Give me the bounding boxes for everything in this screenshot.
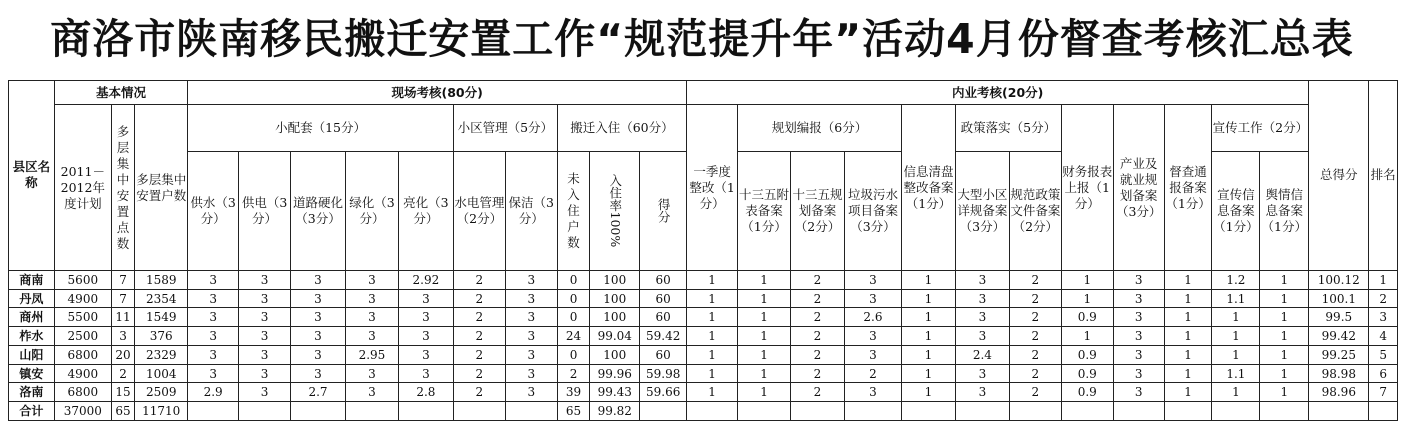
- table-cell: 2: [791, 383, 845, 402]
- table-cell: 1004: [135, 364, 188, 383]
- table-cell: 1: [687, 308, 738, 327]
- table-cell: 1: [901, 308, 955, 327]
- page-title: 商洛市陕南移民搬迁安置工作“规范提升年”活动4月份督查考核汇总表: [50, 15, 1354, 63]
- table-cell: 3: [844, 345, 901, 364]
- table-cell: [1309, 402, 1369, 421]
- table-cell: 2: [453, 345, 505, 364]
- table-cell: 1: [1164, 308, 1212, 327]
- summary-table: [8, 80, 1398, 421]
- table-body: [9, 270, 1398, 420]
- header-total: 总得分: [1309, 81, 1369, 271]
- table-cell: [738, 402, 791, 421]
- table-cell: 11: [111, 308, 134, 327]
- table-cell: 2: [791, 327, 845, 346]
- table-cell: [345, 402, 398, 421]
- table-cell: 0: [557, 270, 590, 289]
- table-cell: 3: [1369, 308, 1398, 327]
- table-cell: 1: [1061, 327, 1113, 346]
- table-cell: 3: [1113, 364, 1164, 383]
- table-cell: 15: [111, 383, 134, 402]
- table-cell: 2.4: [955, 345, 1009, 364]
- table-cell: 3: [505, 327, 557, 346]
- header-row-1: [9, 81, 1398, 105]
- county-name: 丹凤: [9, 289, 55, 308]
- table-cell: 3: [188, 364, 239, 383]
- table-cell: 3: [955, 327, 1009, 346]
- table-cell: [1164, 402, 1212, 421]
- table-cell: 1: [901, 364, 955, 383]
- table-cell: 7: [111, 289, 134, 308]
- table-row: [9, 327, 1398, 346]
- table-cell: [239, 402, 291, 421]
- header-supervision: 督查通报备案（1分）: [1164, 105, 1212, 271]
- table-cell: 20: [111, 345, 134, 364]
- county-name: 商州: [9, 308, 55, 327]
- table-cell: 1: [1260, 308, 1309, 327]
- table-cell: 2: [791, 289, 845, 308]
- table-cell: 5: [1369, 345, 1398, 364]
- table-cell: 376: [135, 327, 188, 346]
- table-cell: 3: [955, 364, 1009, 383]
- table-cell: 1: [1164, 289, 1212, 308]
- table-cell: 2329: [135, 345, 188, 364]
- header-notmoved: 未入住户数: [557, 151, 590, 270]
- county-name: 洛南: [9, 383, 55, 402]
- table-cell: 3: [398, 327, 453, 346]
- table-cell: 1: [1260, 270, 1309, 289]
- table-cell: 3: [291, 308, 346, 327]
- table-cell: 1: [1164, 270, 1212, 289]
- table-cell: 1: [1212, 308, 1260, 327]
- table-cell: 1: [901, 345, 955, 364]
- header-score: 得分: [640, 151, 687, 270]
- table-cell: 6800: [54, 383, 111, 402]
- table-cell: 5500: [54, 308, 111, 327]
- header-green: 绿化（3分）: [345, 151, 398, 270]
- table-cell: 7: [1369, 383, 1398, 402]
- table-cell: 1: [1260, 364, 1309, 383]
- table-cell: 3: [844, 383, 901, 402]
- table-cell: 3: [345, 289, 398, 308]
- table-cell: 1: [687, 345, 738, 364]
- header-publicity: 宣传工作（2分）: [1212, 105, 1309, 151]
- table-cell: 2: [1369, 289, 1398, 308]
- table-cell: 1: [1260, 383, 1309, 402]
- table-cell: 1: [738, 345, 791, 364]
- table-cell: [188, 402, 239, 421]
- table-cell: 2: [1009, 289, 1061, 308]
- table-cell: 3: [844, 327, 901, 346]
- table-cell: [505, 402, 557, 421]
- table-cell: 3: [955, 270, 1009, 289]
- header-households: 多层集中安置户数: [135, 105, 188, 271]
- table-cell: 3: [1113, 289, 1164, 308]
- header-lighting: 亮化（3分）: [398, 151, 453, 270]
- table-cell: [1009, 402, 1061, 421]
- table-cell: 2354: [135, 289, 188, 308]
- table-cell: 3: [505, 345, 557, 364]
- table-cell: 1: [1260, 345, 1309, 364]
- table-cell: 3: [188, 308, 239, 327]
- table-cell: 2.95: [345, 345, 398, 364]
- table-cell: 3: [345, 364, 398, 383]
- header-movein: 搬迁入住（60分）: [557, 105, 686, 151]
- table-cell: [398, 402, 453, 421]
- table-cell: 59.42: [640, 327, 687, 346]
- table-cell: 3: [188, 345, 239, 364]
- table-cell: 3: [1113, 327, 1164, 346]
- table-cell: 2: [1009, 383, 1061, 402]
- table-cell: 1: [1164, 327, 1212, 346]
- header-rate: 入住率100%: [590, 151, 640, 270]
- table-cell: 0.9: [1061, 364, 1113, 383]
- table-cell: [453, 402, 505, 421]
- table-cell: 2.8: [398, 383, 453, 402]
- table-cell: 99.25: [1309, 345, 1369, 364]
- header-water: 供水（3分）: [188, 151, 239, 270]
- table-cell: 1: [1212, 327, 1260, 346]
- table-cell: 0.9: [1061, 345, 1113, 364]
- table-cell: 1: [901, 383, 955, 402]
- table-cell: 1: [1164, 345, 1212, 364]
- county-name: 山阳: [9, 345, 55, 364]
- table-row: [9, 308, 1398, 327]
- header-p135table: 十三五附表备案（1分）: [738, 151, 791, 270]
- table-cell: 2: [453, 308, 505, 327]
- table-cell: 0: [557, 345, 590, 364]
- table-cell: 100: [590, 289, 640, 308]
- table-cell: 2: [1009, 345, 1061, 364]
- header-row-2: [9, 105, 1398, 151]
- table-cell: 1.2: [1212, 270, 1260, 289]
- table-cell: 3: [955, 289, 1009, 308]
- header-industry: 产业及就业规划备案（3分）: [1113, 105, 1164, 271]
- table-cell: 3: [505, 383, 557, 402]
- table-cell: 2.92: [398, 270, 453, 289]
- table-cell: 3: [398, 345, 453, 364]
- table-cell: 3: [239, 364, 291, 383]
- table-cell: 3: [188, 289, 239, 308]
- table-cell: 100.1: [1309, 289, 1369, 308]
- table-cell: [687, 402, 738, 421]
- table-cell: 2500: [54, 327, 111, 346]
- table-cell: 1: [687, 364, 738, 383]
- header-sewage: 垃圾污水项目备案（3分）: [844, 151, 901, 270]
- table-cell: 7: [111, 270, 134, 289]
- table-cell: 6800: [54, 345, 111, 364]
- table-cell: 2.7: [291, 383, 346, 402]
- table-cell: 3: [291, 345, 346, 364]
- table-cell: 4: [1369, 327, 1398, 346]
- table-cell: 99.5: [1309, 308, 1369, 327]
- table-cell: 2: [453, 383, 505, 402]
- table-cell: 2: [791, 270, 845, 289]
- table-cell: 0.9: [1061, 383, 1113, 402]
- table-cell: 3: [505, 308, 557, 327]
- table-cell: 5600: [54, 270, 111, 289]
- header-basic: 基本情况: [54, 81, 187, 105]
- table-cell: 3: [239, 308, 291, 327]
- table-cell: 3: [239, 383, 291, 402]
- table-cell: 37000: [54, 402, 111, 421]
- table-cell: 1: [738, 327, 791, 346]
- table-cell: [640, 402, 687, 421]
- table-cell: 2: [453, 364, 505, 383]
- table-cell: 1: [738, 289, 791, 308]
- table-cell: 2: [1009, 327, 1061, 346]
- table-cell: 1: [738, 364, 791, 383]
- table-cell: 1: [687, 270, 738, 289]
- table-cell: 3: [1113, 308, 1164, 327]
- table-cell: 1.1: [1212, 289, 1260, 308]
- table-cell: 3: [291, 327, 346, 346]
- county-name: 合计: [9, 402, 55, 421]
- header-opinion: 舆情信息备案（1分）: [1260, 151, 1309, 270]
- table-cell: 100: [590, 345, 640, 364]
- header-rank: 排名: [1369, 81, 1398, 271]
- table-cell: 3: [239, 270, 291, 289]
- table-row: [9, 364, 1398, 383]
- table-cell: 3: [1113, 383, 1164, 402]
- table-cell: 1: [738, 383, 791, 402]
- header-county: 县区名称: [9, 81, 55, 271]
- table-cell: 2: [844, 364, 901, 383]
- table-cell: 3: [345, 270, 398, 289]
- table-cell: 1.1: [1212, 364, 1260, 383]
- table-cell: 3: [398, 289, 453, 308]
- header-community: 小区管理（5分）: [453, 105, 557, 151]
- header-pubinfo: 宣传信息备案（1分）: [1212, 151, 1260, 270]
- table-cell: [901, 402, 955, 421]
- table-cell: 0: [557, 308, 590, 327]
- table-row: [9, 402, 1398, 421]
- table-cell: 60: [640, 289, 687, 308]
- header-policy: 政策落实（5分）: [955, 105, 1061, 151]
- table-cell: 60: [640, 270, 687, 289]
- table-cell: 3: [1113, 345, 1164, 364]
- table-cell: 3: [188, 270, 239, 289]
- table-cell: 3: [239, 345, 291, 364]
- table-row: [9, 289, 1398, 308]
- table-cell: 2: [1009, 270, 1061, 289]
- table-cell: 3: [291, 289, 346, 308]
- table-cell: 4900: [54, 364, 111, 383]
- header-q1: 一季度整改（1分）: [687, 105, 738, 271]
- table-cell: 1: [1061, 270, 1113, 289]
- table-cell: 3: [398, 364, 453, 383]
- table-cell: 1: [687, 289, 738, 308]
- table-cell: 3: [844, 270, 901, 289]
- table-cell: 1: [738, 270, 791, 289]
- table-cell: 1: [1260, 327, 1309, 346]
- table-row: [9, 383, 1398, 402]
- table-cell: 3: [955, 383, 1009, 402]
- table-cell: 1: [738, 308, 791, 327]
- table-cell: 1: [687, 327, 738, 346]
- header-normative: 规范政策文件备案（2分）: [1009, 151, 1061, 270]
- header-finance: 财务报表上报（1分）: [1061, 105, 1113, 271]
- table-row: [9, 270, 1398, 289]
- table-cell: 3: [505, 289, 557, 308]
- table-cell: 2: [791, 364, 845, 383]
- table-cell: 3: [398, 308, 453, 327]
- table-cell: 65: [111, 402, 134, 421]
- header-plan: 2011－2012年度计划: [54, 105, 111, 271]
- table-cell: 3: [345, 327, 398, 346]
- table-cell: 98.98: [1309, 364, 1369, 383]
- table-cell: 2: [557, 364, 590, 383]
- table-cell: [1212, 402, 1260, 421]
- table-cell: [791, 402, 845, 421]
- table-cell: 2: [1009, 364, 1061, 383]
- table-cell: 1: [1164, 364, 1212, 383]
- table-cell: 3: [1113, 270, 1164, 289]
- table-cell: 1: [1260, 289, 1309, 308]
- table-cell: 98.96: [1309, 383, 1369, 402]
- table-cell: 65: [557, 402, 590, 421]
- table-cell: 2: [453, 327, 505, 346]
- header-road: 道路硬化（3分）: [291, 151, 346, 270]
- table-cell: 3: [955, 308, 1009, 327]
- table-cell: [844, 402, 901, 421]
- table-cell: 24: [557, 327, 590, 346]
- table-cell: 1: [1164, 383, 1212, 402]
- table-cell: 2.9: [188, 383, 239, 402]
- table-cell: 2: [111, 364, 134, 383]
- header-utilities: 水电管理（2分）: [453, 151, 505, 270]
- header-power: 供电（3分）: [239, 151, 291, 270]
- table-cell: 99.82: [590, 402, 640, 421]
- table-cell: 1549: [135, 308, 188, 327]
- table-cell: [1369, 402, 1398, 421]
- header-internal: 内业考核(20分): [687, 81, 1309, 105]
- table-cell: 59.66: [640, 383, 687, 402]
- table-cell: 11710: [135, 402, 188, 421]
- county-name: 商南: [9, 270, 55, 289]
- table-cell: 6: [1369, 364, 1398, 383]
- header-planning: 规划编报（6分）: [738, 105, 902, 151]
- table-cell: 4900: [54, 289, 111, 308]
- header-supporting: 小配套（15分）: [188, 105, 454, 151]
- table-cell: 100.12: [1309, 270, 1369, 289]
- table-cell: [1260, 402, 1309, 421]
- table-cell: 100: [590, 308, 640, 327]
- header-points: 多层集中安置点数: [111, 105, 134, 271]
- table-cell: 3: [239, 327, 291, 346]
- table-cell: 1: [1369, 270, 1398, 289]
- table-cell: 1: [1212, 383, 1260, 402]
- table-cell: 0: [557, 289, 590, 308]
- table-cell: 59.98: [640, 364, 687, 383]
- table-cell: 3: [188, 327, 239, 346]
- table-cell: 2: [453, 270, 505, 289]
- table-cell: 3: [505, 270, 557, 289]
- header-detailed: 大型小区详规备案（3分）: [955, 151, 1009, 270]
- table-cell: 99.04: [590, 327, 640, 346]
- table-cell: 3: [345, 383, 398, 402]
- table-cell: 2509: [135, 383, 188, 402]
- table-cell: 1: [901, 270, 955, 289]
- table-cell: 2: [791, 345, 845, 364]
- table-cell: 60: [640, 308, 687, 327]
- table-cell: [1061, 402, 1113, 421]
- county-name: 镇安: [9, 364, 55, 383]
- table-cell: [1113, 402, 1164, 421]
- table-cell: 1: [901, 289, 955, 308]
- table-cell: 60: [640, 345, 687, 364]
- table-cell: 1: [1212, 345, 1260, 364]
- table-cell: 3: [505, 364, 557, 383]
- table-cell: 3: [291, 270, 346, 289]
- table-cell: 1589: [135, 270, 188, 289]
- table-cell: 1: [901, 327, 955, 346]
- header-onsite: 现场考核(80分): [188, 81, 687, 105]
- table-cell: 2.6: [844, 308, 901, 327]
- header-cleaning: 保洁（3分）: [505, 151, 557, 270]
- table-cell: 3: [844, 289, 901, 308]
- table-cell: 1: [1061, 289, 1113, 308]
- table-cell: [291, 402, 346, 421]
- header-inventory: 信息清盘整改备案（1分）: [901, 105, 955, 271]
- table-cell: 99.42: [1309, 327, 1369, 346]
- table-cell: 3: [111, 327, 134, 346]
- table-cell: 99.43: [590, 383, 640, 402]
- table-cell: [955, 402, 1009, 421]
- table-cell: 2: [791, 308, 845, 327]
- header-p135plan: 十三五规划备案（2分）: [791, 151, 845, 270]
- table-cell: 99.96: [590, 364, 640, 383]
- table-cell: 1: [687, 383, 738, 402]
- county-name: 柞水: [9, 327, 55, 346]
- table-cell: 39: [557, 383, 590, 402]
- table-cell: 3: [239, 289, 291, 308]
- table-cell: 2: [1009, 308, 1061, 327]
- table-cell: 100: [590, 270, 640, 289]
- table-cell: 0.9: [1061, 308, 1113, 327]
- table-row: [9, 345, 1398, 364]
- table-cell: 3: [345, 308, 398, 327]
- table-cell: 2: [453, 289, 505, 308]
- table-cell: 3: [291, 364, 346, 383]
